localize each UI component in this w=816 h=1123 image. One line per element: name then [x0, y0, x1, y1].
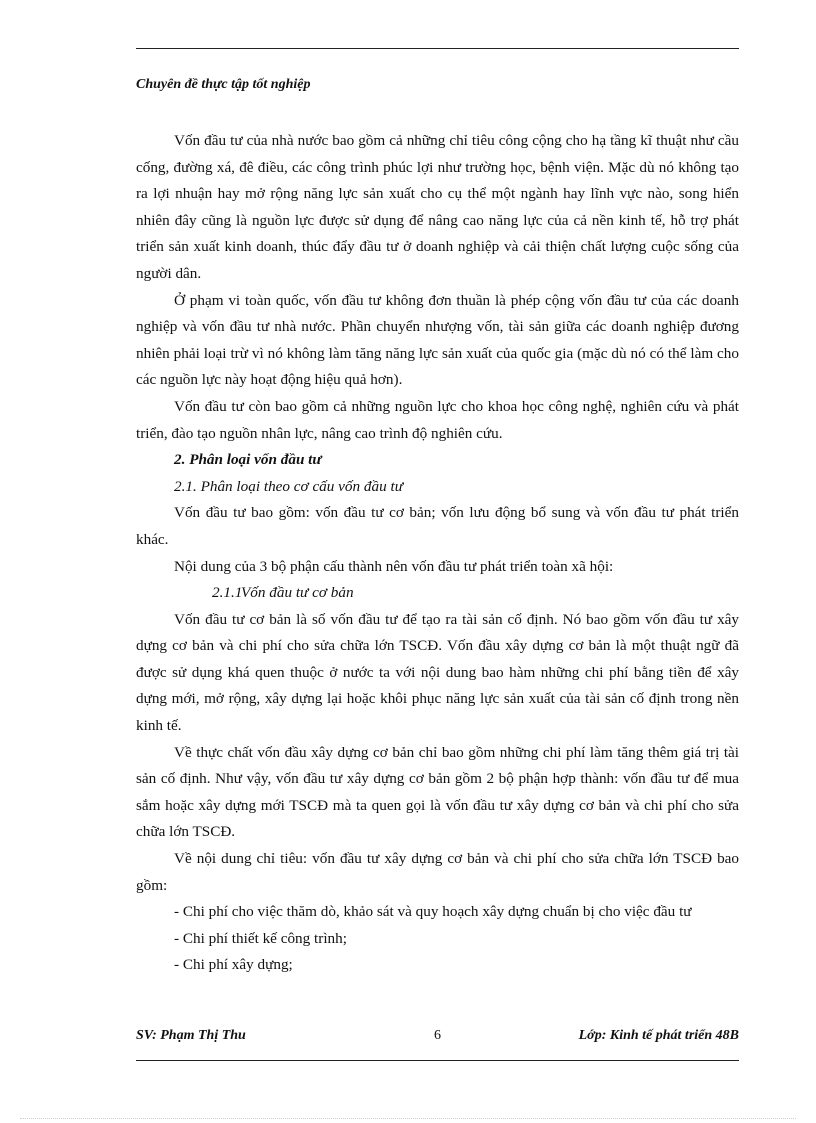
subsection-heading: 2.1. Phân loại theo cơ cấu vốn đầu tư	[174, 477, 403, 495]
paragraph: Vốn đầu tư của nhà nước bao gồm cả những chỉ tiêu công cộng cho hạ tầng kĩ thuật như cầu cống, đường xá, đê điều, các công trình phúc lợi như trường học, bệnh viện. Mặc dù nó không tạo ra lợi nhuận hay mở rộng năng lực sản xuất cho cụ thể một ngành hay lĩnh vực nào, song hiển nhiên đây cũng là nguồn lực được sử dụng để nâng cao năng lực của cả nền kinh tế, hỗ trợ phát triển sản xuất kinh doanh, thúc đẩy đầu tư ở doanh nghiệp và cải thiện chất lượng cuộc sống của người dân.	[136, 132, 739, 282]
heading-number: 2.1.1	[212, 584, 243, 602]
section-heading: 2. Phân loại vốn đầu tư	[174, 451, 322, 469]
paragraph: Vốn đầu tư bao gồm: vốn đầu tư cơ bản; vốn lưu động bổ sung và vốn đầu tư phát triển khác.	[136, 504, 739, 548]
subsubsection-heading	[136, 580, 739, 607]
list-item: - Chi phí cho việc thăm dò, khảo sát và quy hoạch xây dựng chuẩn bị cho việc đầu tư	[174, 903, 692, 921]
paragraph: Vốn đầu tư còn bao gồm cả những nguồn lực cho khoa học công nghệ, nghiên cứu và phát triển, đào tạo nguồn nhân lực, nâng cao trình độ nghiên cứu.	[136, 397, 739, 442]
footer-rule	[136, 1060, 739, 1061]
list-item: - Chi phí xây dựng;	[174, 956, 293, 974]
page-edge-divider	[20, 1118, 796, 1119]
header-rule	[136, 48, 739, 49]
footer-student: SV: Phạm Thị Thu	[136, 1028, 246, 1043]
paragraph: Ở phạm vi toàn quốc, vốn đầu tư không đơn thuần là phép cộng vốn đầu tư của các doanh nghiệp và vốn đầu tư nhà nước. Phần chuyển nhượng vốn, tài sản giữa các doanh nghiệp đương nhiên phải loại trừ vì nó không làm tăng năng lực sản xuất của quốc gia (mặc dù nó có thể làm cho các nguồn lực này hoạt động hiệu quả hơn).	[136, 291, 739, 389]
footer-class: Lớp: Kinh tế phát triển 48B	[578, 1028, 739, 1043]
paragraph: Về nội dung chỉ tiêu: vốn đầu tư xây dựng cơ bản và chi phí cho sửa chữa lớn TSCĐ bao gồm:	[136, 850, 739, 894]
paragraph: Nội dung của 3 bộ phận cấu thành nên vốn đầu tư phát triển toàn xã hội:	[174, 557, 614, 575]
list-item: - Chi phí thiết kế công trình;	[174, 929, 347, 947]
paragraph: Về thực chất vốn đầu xây dựng cơ bản chỉ bao gồm những chi phí làm tăng thêm giá trị tài sản cố định. Như vậy, vốn đầu tư xây dựng cơ bản gồm 2 bộ phận hợp thành: vốn đầu tư để mua sắm hoặc xây dựng mới TSCĐ mà ta quen gọi là vốn đầu tư xây dựng cơ bản và chi phí cho sửa chữa lớn TSCĐ.	[136, 743, 739, 841]
paragraph: Vốn đầu tư cơ bản là số vốn đầu tư để tạo ra tài sản cố định. Nó bao gồm vốn đầu tư xây dựng cơ bản và chi phí cho sửa chữa lớn TSCĐ. Vốn đầu xây dựng cơ bản là một thuật ngữ đã được sử dụng khá quen thuộc ở nước ta với nội dung bao hàm những chi phí bằng tiền để xây dựng mới, mở rộng, xây dựng lại hoặc khôi phục năng lực sản xuất của tài sản cố định trong nền kinh tế.	[136, 610, 739, 735]
page-number: 6	[434, 1028, 441, 1043]
running-header: Chuyên đề thực tập tốt nghiệp	[136, 77, 311, 92]
heading-text: Vốn đầu tư cơ bản	[241, 584, 354, 602]
page-body	[136, 128, 739, 979]
